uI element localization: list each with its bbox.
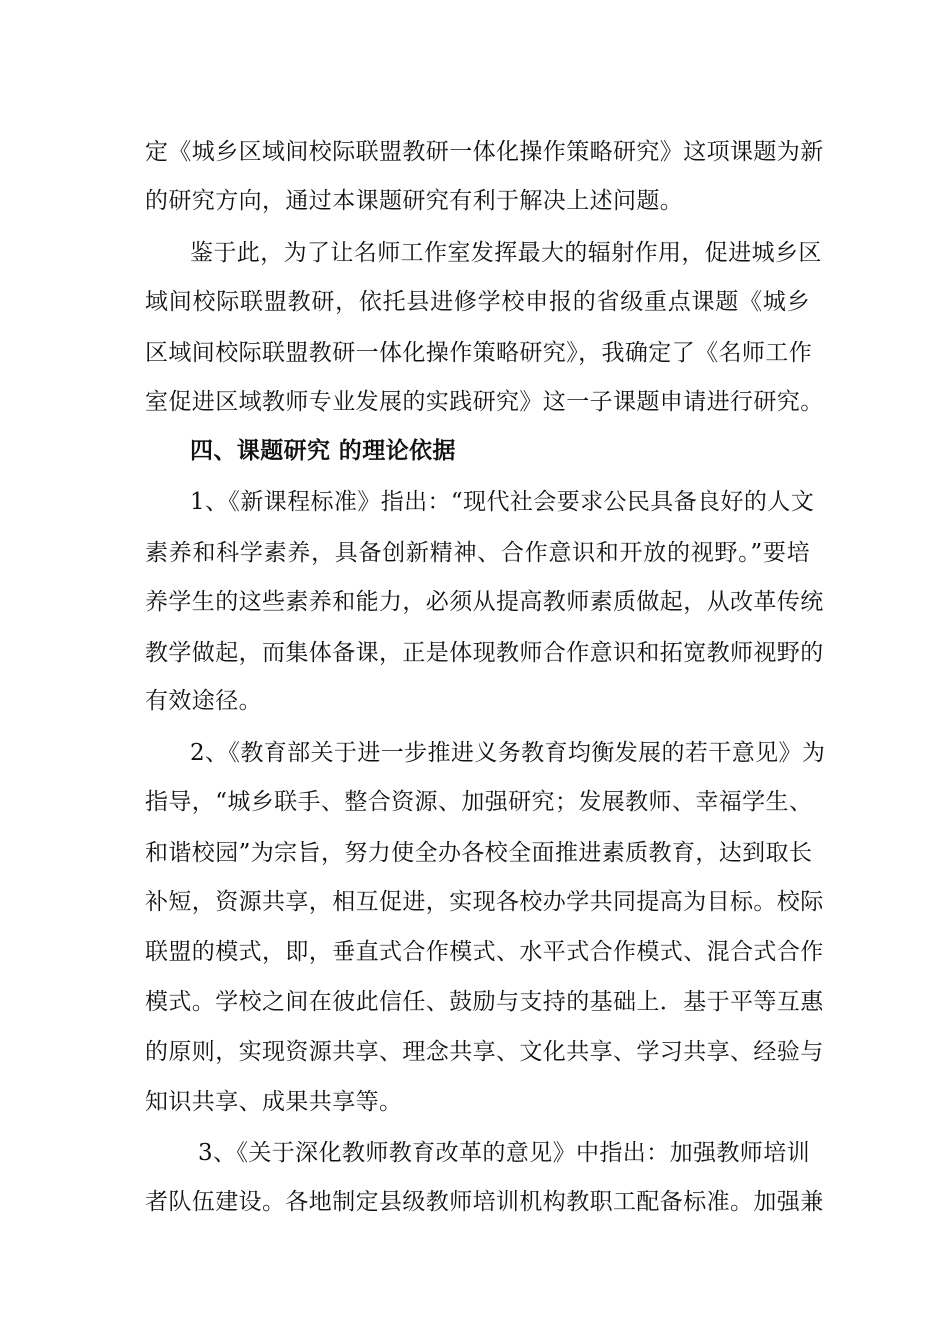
section-heading: 四、课题研究 的理论依据 xyxy=(190,437,456,464)
body-text-line: 联盟的模式，即，垂直式合作模式、水平式合作模式、混合式合作 xyxy=(145,939,824,965)
body-text-line: 有效途径。 xyxy=(145,688,262,714)
body-text-line: 室促进区域教师专业发展的实践研究》这一子课题申请进行研究。 xyxy=(145,389,824,415)
body-text-line: 素养和科学素养，具备创新精神、合作意识和开放的视野。”要培 xyxy=(145,540,810,566)
body-text-line: 2、《教育部关于进一步推进义务教育均衡发展的若干意见》为 xyxy=(190,740,826,766)
body-text-line: 和谐校园”为宗旨，努力使全办各校全面推进素质教育，达到取长 xyxy=(145,840,813,866)
body-text-line: 的研究方向，通过本课题研究有利于解决上述问题。 xyxy=(145,188,684,214)
body-text-line: 指导，“城乡联手、整合资源、加强研究；发展教师、幸福学生、 xyxy=(145,789,813,815)
body-text-line: 知识共享、成果共享等。 xyxy=(145,1089,403,1115)
body-text-line: 者队伍建设。各地制定县级教师培训机构教职工配备标准。加强兼 xyxy=(145,1189,824,1215)
body-text-line: 定《城乡区域间校际联盟教研一体化操作策略研究》这项课题为新 xyxy=(145,139,824,165)
body-text-line: 3、《关于深化教师教育改革的意见》中指出：加强教师培训 xyxy=(198,1140,810,1166)
body-text-line: 补短，资源共享，相互促进，实现各校办学共同提高为目标。校际 xyxy=(145,889,824,915)
body-text-line: 养学生的这些素养和能力，必须从提高教师素质做起，从改革传统 xyxy=(145,589,824,615)
body-text-line: 区域间校际联盟教研一体化操作策略研究》，我确定了《名师工作 xyxy=(145,340,813,366)
body-text-line: 鉴于此，为了让名师工作室发挥最大的辐射作用，促进城乡区 xyxy=(190,240,822,266)
body-text-line: 1、《新课程标准》指出：“现代社会要求公民具备良好的人文 xyxy=(190,489,815,515)
body-text-line: 的原则，实现资源共享、理念共享、文化共享、学习共享、经验与 xyxy=(145,1039,824,1065)
body-text-line: 教学做起，而集体备课，正是体现教师合作意识和拓宽教师视野的 xyxy=(145,640,824,666)
body-text-line: 模式。学校之间在彼此信任、鼓励与支持的基础上．基于平等互惠 xyxy=(145,989,824,1015)
body-text-line: 域间校际联盟教研，依托县进修学校申报的省级重点课题《城乡 xyxy=(145,289,810,315)
